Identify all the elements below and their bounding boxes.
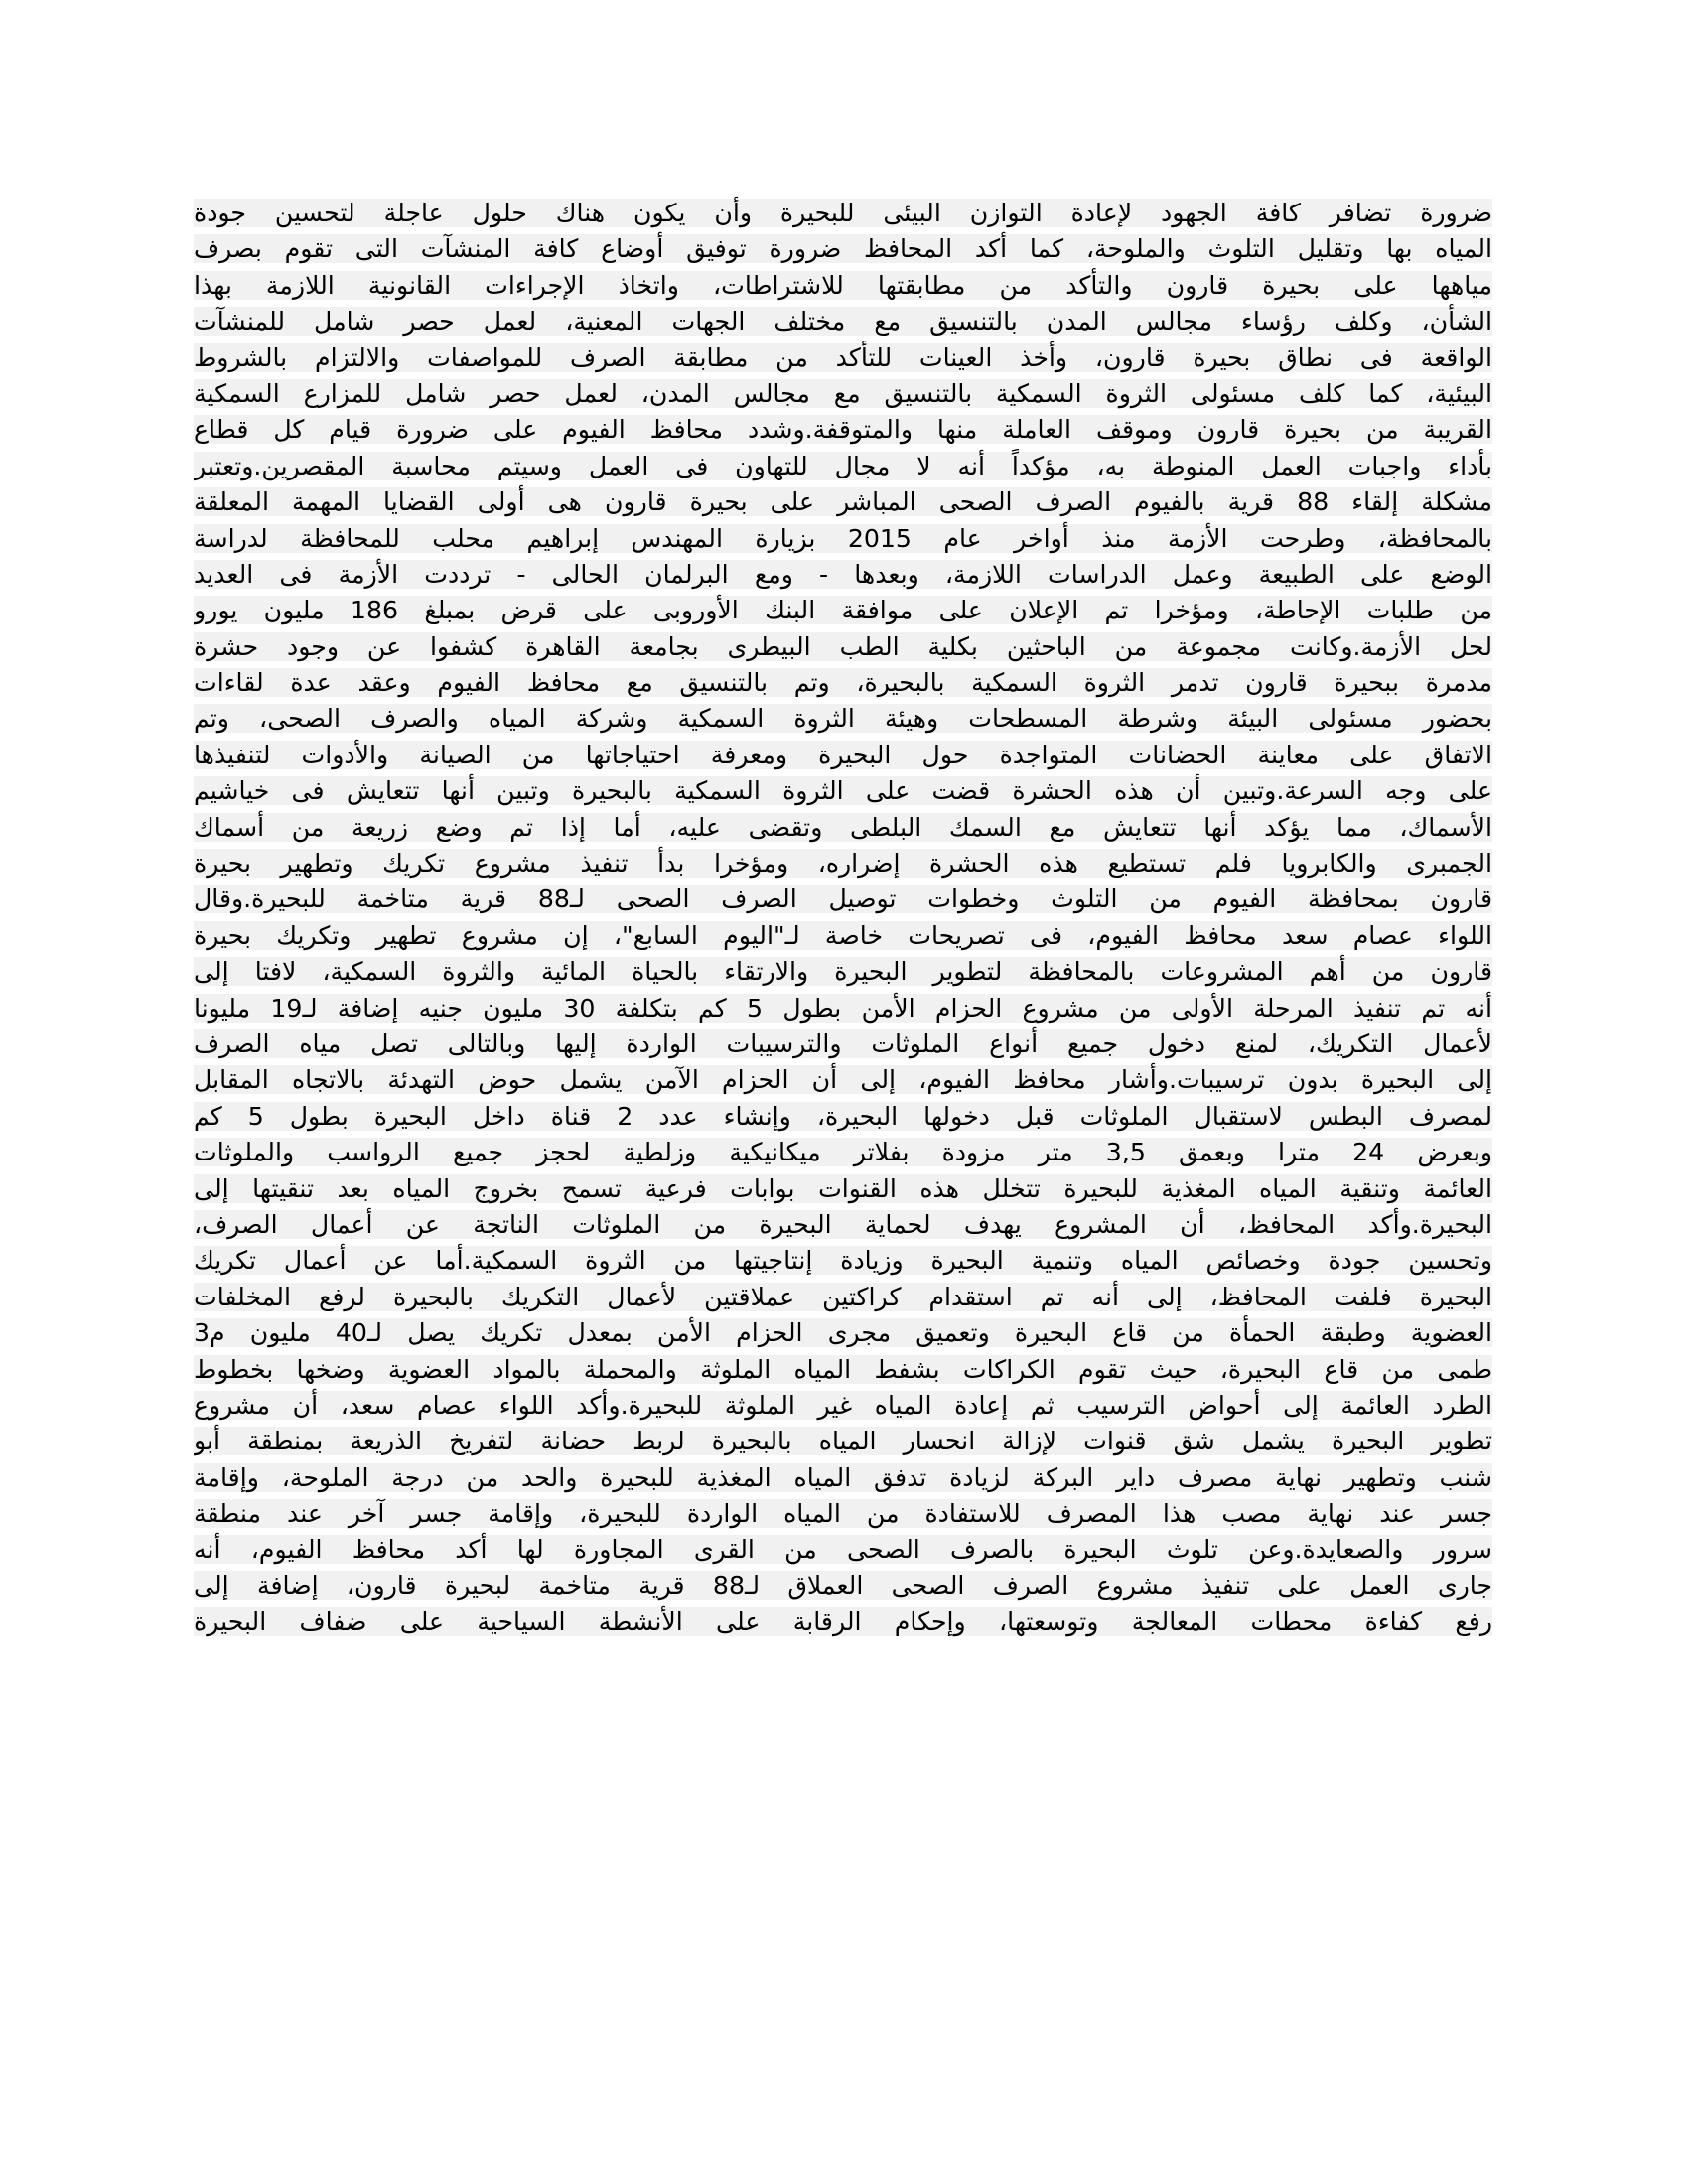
text-line bbox=[194, 810, 1492, 846]
line-text: تطوير البحيرة يشمل شق قنوات لإزالة انحسار المياه بالبحيرة لربط حضانة لتفريخ الذريعة بمنطقة أبو bbox=[194, 1427, 1492, 1456]
text-line bbox=[194, 412, 1492, 448]
text-line bbox=[194, 1207, 1492, 1243]
line-text: الوضع على الطبيعة وعمل الدراسات اللازمة، وبعدها - ومع البرلمان الحالى - ترددت الأزمة فى العديد bbox=[194, 559, 1492, 589]
text-line bbox=[194, 1532, 1492, 1568]
line-text: البحيرة فلفت المحافظ، إلى أنه تم استقدام كراكتين عملاقتين لأعمال التكريك بالبحيرة لرفع المخلفات bbox=[194, 1282, 1492, 1311]
line-text: العضوية وطبقة الحمأة من قاع البحيرة وتعميق مجرى الحزام الأمن بمعدل تكريك يصل لـ40 مليون م3 bbox=[194, 1318, 1492, 1348]
line-text: مشكلة إلقاء 88 قرية بالفيوم الصرف الصحى المباشر على بحيرة قارون هى أولى القضايا المهمة المعلقة bbox=[194, 487, 1492, 517]
text-line bbox=[194, 1026, 1492, 1062]
line-text: أنه تم تنفيذ المرحلة الأولى من مشروع الحزام الأمن بطول 5 كم بتكلفة 30 مليون جنيه إضافة لـ19 مليونا bbox=[194, 993, 1492, 1023]
line-text: بالمحافظة، وطرحت الأزمة منذ أواخر عام 2015 بزيارة المهندس إبراهيم محلب للمحافظة لدراسة bbox=[194, 523, 1492, 553]
text-line bbox=[194, 341, 1492, 376]
text-line bbox=[194, 1135, 1492, 1170]
text-line bbox=[194, 882, 1492, 917]
line-text: لأعمال التكريك، لمنع دخول جميع أنواع الملوثات والترسيبات الواردة إليها وبالتالى تصل مياه الصرف bbox=[194, 1028, 1492, 1058]
line-text: مدمرة ببحيرة قارون تدمر الثروة السمكية بالبحيرة، وتم بالتنسيق مع محافظ الفيوم وعقد عدة لقاءات bbox=[194, 668, 1492, 698]
text-line bbox=[194, 231, 1492, 267]
text-line bbox=[194, 449, 1492, 484]
article-body bbox=[194, 196, 1492, 1982]
text-line bbox=[194, 1496, 1492, 1532]
line-text: بحضور مسئولى البيئة وشرطة المسطحات وهيئة الثروة السمكية وشركة المياه والصرف الصحى، وتم bbox=[194, 704, 1492, 734]
line-text: الشأن، وكلف رؤساء مجالس المدن بالتنسيق مع مختلف الجهات المعنية، لعمل حصر شامل للمنشآت bbox=[194, 307, 1492, 337]
text-line bbox=[194, 304, 1492, 340]
text-line bbox=[194, 1460, 1492, 1496]
text-line bbox=[194, 376, 1492, 412]
line-text: طمى من قاع البحيرة، حيث تقوم الكراكات بشفط المياه الملوثة والمحملة بالمواد العضوية وضخها بخطوط bbox=[194, 1354, 1492, 1384]
line-text: الواقعة فى نطاق بحيرة قارون، وأخذ العينات للتأكد من مطابقة الصرف للمواصفات والالتزام بالشروط bbox=[194, 342, 1492, 372]
line-text: البحيرة.وأكد المحافظ، أن المشروع يهدف لحماية البحيرة من الملوثات الناتجة عن أعمال الصرف، bbox=[194, 1209, 1492, 1239]
text-line bbox=[194, 1604, 1492, 1640]
line-text: لحل الأزمة.وكانت مجموعة من الباحثين بكلية الطب البيطرى بجامعة القاهرة كشفوا عن وجود حشرة bbox=[194, 631, 1492, 661]
text-line bbox=[194, 593, 1492, 628]
line-text: إلى البحيرة بدون ترسيبات.وأشار محافظ الفيوم، إلى أن الحزام الآمن يشمل حوض التهدئة بالاتجاه المقابل bbox=[194, 1065, 1492, 1095]
line-text: ضرورة تضافر كافة الجهود لإعادة التوازن البيئى للبحيرة وأن يكون هناك حلول عاجلة لتحسين جودة bbox=[194, 199, 1492, 227]
text-line bbox=[194, 629, 1492, 665]
text-line bbox=[194, 1099, 1492, 1135]
line-text: سرور والصعايدة.وعن تلوث البحيرة بالصرف الصحى من القرى المجاورة لها أكد محافظ الفيوم، أنه bbox=[194, 1535, 1492, 1565]
line-text: قارون بمحافظة الفيوم من التلوث وخطوات توصيل الصرف الصحى لـ88 قرية متاخمة للبحيرة.وقال bbox=[194, 885, 1492, 914]
text-line bbox=[194, 1315, 1492, 1351]
line-text: قارون من أهم المشروعات بالمحافظة لتطوير البحيرة والارتقاء بالحياة المائية والثروة السمكية، لافتا إلى bbox=[194, 957, 1492, 987]
line-text: من طلبات الإحاطة، ومؤخرا تم الإعلان على موافقة البنك الأوروبى على قرض بمبلغ 186 مليون يورو bbox=[194, 596, 1492, 625]
text-line bbox=[194, 1352, 1492, 1388]
line-text: شنب وتطهير نهاية مصرف داير البركة لزيادة تدفق المياه المغذية للبحيرة والحد من درجة الملوحة، وإقامة bbox=[194, 1462, 1492, 1492]
text-line bbox=[194, 738, 1492, 773]
text-line bbox=[194, 557, 1492, 593]
line-text: اللواء عصام سعد محافظ الفيوم، فى تصريحات خاصة لـ"اليوم السابع"، إن مشروع تطهير وتكريك بحيرة bbox=[194, 920, 1492, 950]
line-text: جارى العمل على تنفيذ مشروع الصرف الصحى العملاق لـ88 قرية متاخمة لبحيرة قارون، إضافة إلى bbox=[194, 1570, 1492, 1600]
text-line bbox=[194, 1062, 1492, 1098]
line-text: الجمبرى والكابرويا فلم تستطيع هذه الحشرة إضراره، ومؤخرا بدأ تنفيذ مشروع تكريك وتطهير بحيرة bbox=[194, 849, 1492, 879]
text-line bbox=[194, 918, 1492, 954]
line-text: المياه بها وتقليل التلوث والملوحة، كما أكد المحافظ ضرورة توفيق أوضاع كافة المنشآت التى تقوم بصرف bbox=[194, 234, 1492, 264]
text-line bbox=[194, 665, 1492, 701]
line-text: مياهها على بحيرة قارون والتأكد من مطابقتها للاشتراطات، واتخاذ الإجراءات القانونية اللازمة بهذا bbox=[194, 270, 1492, 300]
text-line bbox=[194, 268, 1492, 304]
text-line bbox=[194, 954, 1492, 990]
line-text: العائمة وتنقية المياه المغذية للبحيرة تتخلل هذه القنوات بوابات فرعية تسمح بخروج المياه بعد تنقيتها إلى bbox=[194, 1173, 1492, 1203]
line-text: على وجه السرعة.وتبين أن هذه الحشرة قضت على الثروة السمكية بالبحيرة وتبين أنها تتعايش فى خياشيم bbox=[194, 776, 1492, 806]
line-text: وتحسين جودة وخصائص المياه وتنمية البحيرة وزيادة إنتاجيتها من الثروة السمكية.أما عن أعمال تكريك bbox=[194, 1246, 1492, 1276]
text-line bbox=[194, 196, 1492, 231]
line-text: الأسماك، مما يؤكد أنها تتعايش مع السمك البلطى وتقضى عليه، أما إذا تم وضع زريعة من أسماك bbox=[194, 812, 1492, 842]
line-text: رفع كفاءة محطات المعالجة وتوسعتها، وإحكام الرقابة على الأنشطة السياحية على ضفاف البحيرة bbox=[194, 1607, 1492, 1637]
text-line bbox=[194, 1243, 1492, 1279]
text-line bbox=[194, 1388, 1492, 1424]
text-line bbox=[194, 701, 1492, 737]
line-text: البيئية، كما كلف مسئولى الثروة السمكية بالتنسيق مع مجالس المدن، لعمل حصر شامل للمزارع السمكية bbox=[194, 378, 1492, 408]
line-text: بأداء واجبات العمل المنوطة به، مؤكداً أنه لا مجال للتهاون فى العمل وسيتم محاسبة المقصرين.وتعتبر bbox=[194, 451, 1492, 480]
text-line bbox=[194, 991, 1492, 1026]
text-line bbox=[194, 1424, 1492, 1459]
text-line bbox=[194, 1280, 1492, 1315]
text-line bbox=[194, 1171, 1492, 1207]
text-line bbox=[194, 484, 1492, 520]
line-text: جسر عند نهاية مصب هذا المصرف للاستفادة من المياه الواردة للبحيرة، وإقامة جسر آخر عند منطقة bbox=[194, 1499, 1492, 1529]
line-text: الطرد العائمة إلى أحواض الترسيب ثم إعادة المياه غير الملوثة للبحيرة.وأكد اللواء عصام سعد، أن مشروع bbox=[194, 1390, 1492, 1420]
text-line bbox=[194, 521, 1492, 557]
text-line bbox=[194, 773, 1492, 809]
text-line bbox=[194, 846, 1492, 882]
line-text: لمصرف البطس لاستقبال الملوثات قبل دخولها البحيرة، وإنشاء عدد 2 قناة داخل البحيرة بطول 5 كم bbox=[194, 1101, 1492, 1131]
line-text: القريبة من بحيرة قارون وموقف العاملة منها والمتوقفة.وشدد محافظ الفيوم على ضرورة قيام كل قطاع bbox=[194, 415, 1492, 445]
line-text: وبعرض 24 مترا وبعمق 3,5 متر مزودة بفلاتر ميكانيكية وزلطية لحجز جميع الرواسب والملوثات bbox=[194, 1138, 1492, 1167]
line-text: الاتفاق على معاينة الحضانات المتواجدة حول البحيرة ومعرفة احتياجاتها من الصيانة والأدوات لتنفيذها bbox=[194, 740, 1492, 769]
text-line bbox=[194, 1569, 1492, 1604]
